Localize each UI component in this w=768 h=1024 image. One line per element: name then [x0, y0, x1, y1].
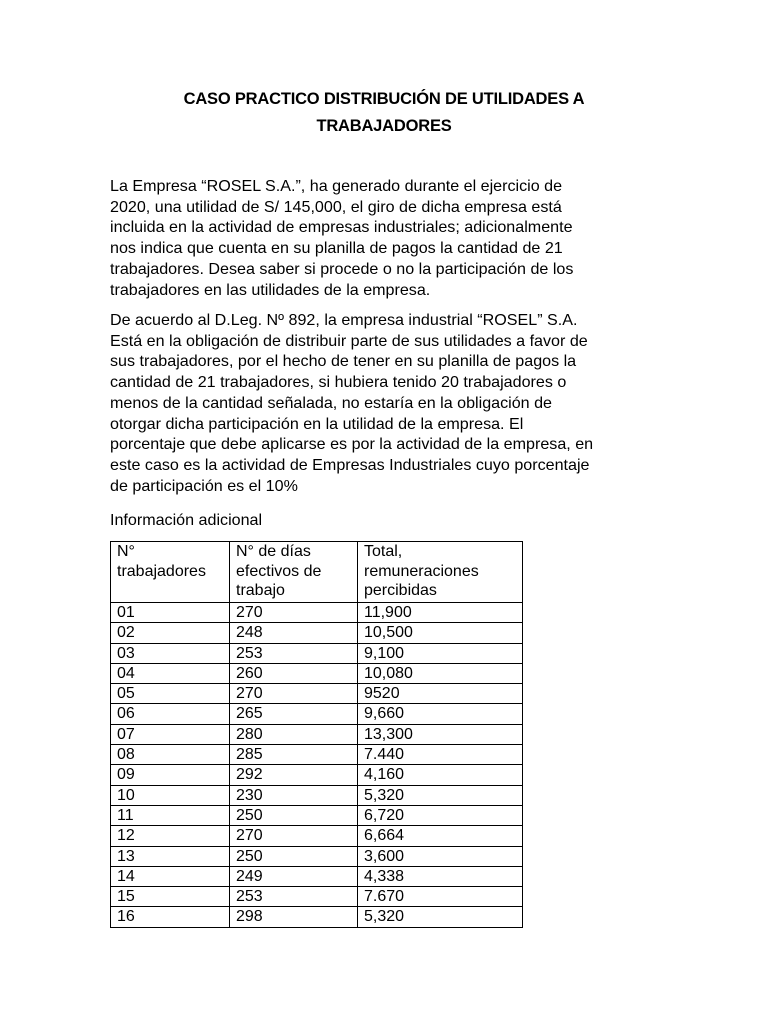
cell-days: 270 [230, 684, 358, 704]
cell-remuneration: 13,300 [358, 724, 523, 744]
cell-worker: 06 [111, 704, 230, 724]
table-row [111, 907, 523, 927]
table-row [111, 846, 523, 866]
cell-days: 285 [230, 745, 358, 765]
cell-remuneration: 4,160 [358, 765, 523, 785]
text-line: De acuerdo al D.Leg. Nº 892, la empresa industrial “ROSEL” S.A. [110, 311, 578, 329]
text-line: cantidad de 21 trabajadores, si hubiera tenido 20 trabajadores o [110, 373, 567, 392]
cell-remuneration: 6,664 [358, 826, 523, 846]
table-row [111, 887, 523, 907]
text-line: trabajadores en las utilidades de la empresa. [110, 280, 431, 299]
table-row [111, 623, 523, 643]
text-line: porcentaje que debe aplicarse es por la actividad de la empresa, en [110, 435, 594, 454]
cell-days: 265 [230, 704, 358, 724]
cell-remuneration: 6,720 [358, 805, 523, 825]
text-line: nos indica que cuenta en su planilla de pagos la cantidad de 21 [110, 239, 563, 258]
table-header-row [111, 542, 523, 603]
cell-days: 250 [230, 846, 358, 866]
table-row [111, 724, 523, 744]
title-line-2: TRABAJADORES [316, 117, 452, 135]
cell-remuneration: 10,500 [358, 623, 523, 643]
cell-worker: 10 [111, 785, 230, 805]
cell-worker: 08 [111, 745, 230, 765]
cell-worker: 03 [111, 643, 230, 663]
cell-remuneration: 10,080 [358, 663, 523, 683]
cell-remuneration: 7.670 [358, 887, 523, 907]
table-row [111, 805, 523, 825]
cell-worker: 01 [111, 603, 230, 623]
cell-worker: 16 [111, 907, 230, 927]
cell-days: 292 [230, 765, 358, 785]
header-total-remuneration: Total, remuneraciones percibidas [358, 542, 523, 603]
text-line: Está en la obligación de distribuir parte de sus utilidades a favor de [110, 331, 588, 350]
cell-worker: 04 [111, 663, 230, 683]
cell-remuneration: 9520 [358, 684, 523, 704]
cell-worker: 13 [111, 846, 230, 866]
cell-remuneration: 5,320 [358, 907, 523, 927]
header-effective-days: N° de días efectivos de trabajo [230, 542, 358, 603]
cell-days: 250 [230, 805, 358, 825]
cell-days: 298 [230, 907, 358, 927]
text-line: menos de la cantidad señalada, no estaría en la obligación de [110, 393, 552, 412]
cell-remuneration: 9,100 [358, 643, 523, 663]
cell-days: 280 [230, 724, 358, 744]
additional-info-label: Información adicional [110, 511, 263, 529]
table-row [111, 643, 523, 663]
table-row [111, 745, 523, 765]
cell-remuneration: 4,338 [358, 866, 523, 886]
cell-worker: 07 [111, 724, 230, 744]
cell-worker: 14 [111, 866, 230, 886]
text-line: de participación es el 10% [110, 476, 298, 495]
text-line: otorgar dicha participación en la utilidad de la empresa. El [110, 414, 524, 433]
cell-worker: 11 [111, 805, 230, 825]
cell-remuneration: 5,320 [358, 785, 523, 805]
table-row [111, 866, 523, 886]
cell-days: 270 [230, 603, 358, 623]
table-row [111, 826, 523, 846]
cell-remuneration: 3,600 [358, 846, 523, 866]
cell-worker: 15 [111, 887, 230, 907]
table-row [111, 603, 523, 623]
cell-remuneration: 9,660 [358, 704, 523, 724]
cell-days: 270 [230, 826, 358, 846]
cell-remuneration: 11,900 [358, 603, 523, 623]
title-line-1: CASO PRACTICO DISTRIBUCIÓN DE UTILIDADES A [183, 90, 585, 108]
cell-worker: 05 [111, 684, 230, 704]
text-line: trabajadores. Desea saber si procede o no la participación de los [110, 259, 574, 278]
paragraph-problem-statement [110, 176, 670, 300]
cell-days: 248 [230, 623, 358, 643]
table-row [111, 765, 523, 785]
cell-days: 253 [230, 643, 358, 663]
text-line: 2020, una utilidad de S/ 145,000, el giro de dicha empresa está [110, 197, 562, 216]
cell-worker: 09 [111, 765, 230, 785]
paragraph-legal-explanation [110, 310, 670, 496]
cell-worker: 12 [111, 826, 230, 846]
cell-remuneration: 7.440 [358, 745, 523, 765]
cell-days: 230 [230, 785, 358, 805]
header-workers-number: N° trabajadores [111, 542, 230, 603]
table-row [111, 704, 523, 724]
table-row [111, 663, 523, 683]
table-row [111, 785, 523, 805]
cell-days: 249 [230, 866, 358, 886]
cell-days: 260 [230, 663, 358, 683]
text-line: este caso es la actividad de Empresas Industriales cuyo porcentaje [110, 455, 590, 474]
cell-worker: 02 [111, 623, 230, 643]
table-row [111, 684, 523, 704]
text-line: incluida en la actividad de empresas industriales; adicionalmente [110, 218, 573, 237]
text-line: La Empresa “ROSEL S.A.”, ha generado durante el ejercicio de [110, 177, 563, 195]
cell-days: 253 [230, 887, 358, 907]
text-line: sus trabajadores, por el hecho de tener en su planilla de pagos la [110, 352, 577, 371]
workers-table [110, 541, 523, 928]
page-title [0, 86, 768, 140]
